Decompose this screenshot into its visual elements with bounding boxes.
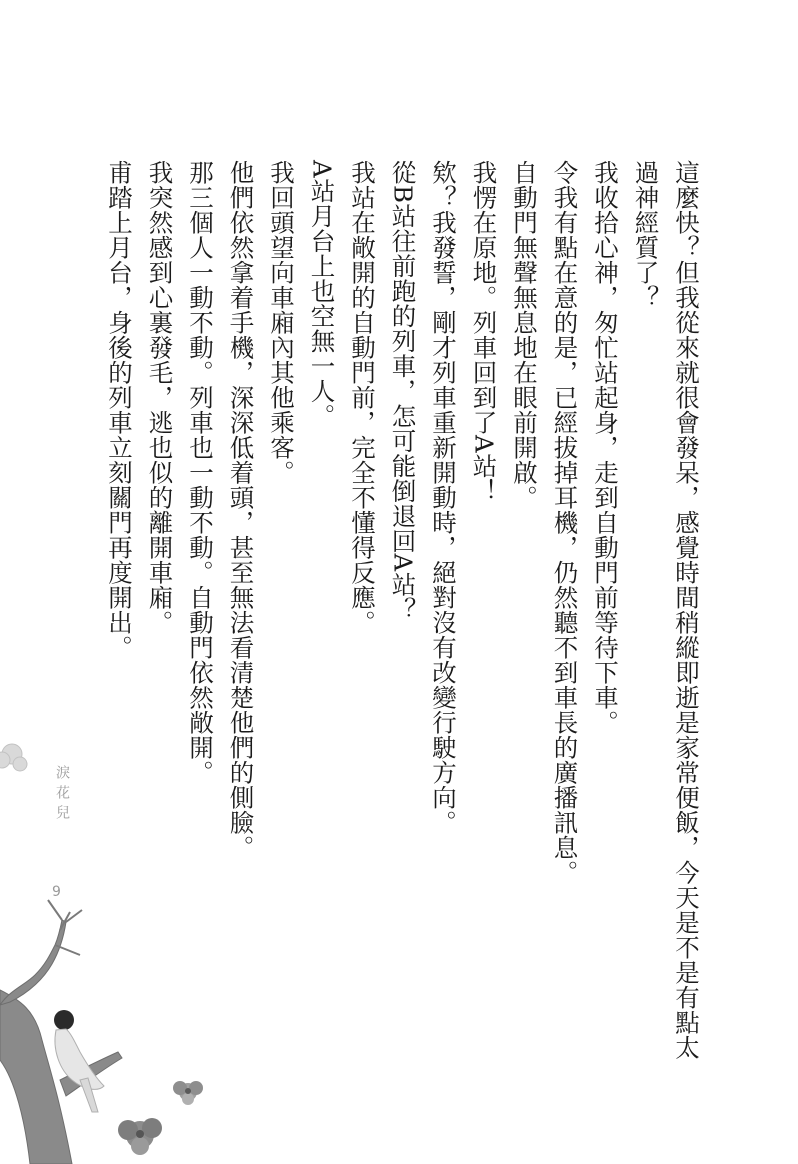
paragraph: 甫踏上月台，身後的列車立刻關門再度開出。 [105, 160, 134, 660]
paragraph: 我收拾心神，匆忙站起身，走到自動門前等待下車。 [591, 160, 620, 735]
paragraph: 我回頭望向車廂內其他乘客。 [267, 160, 296, 485]
girl-figure-icon [54, 1010, 104, 1112]
paragraph: 我站在敞開的自動門前，完全不懂得反應。 [348, 160, 377, 635]
paragraph: 我突然感到心裏發毛，逃也似的離開車廂。 [145, 160, 175, 635]
paragraph: 欸？我發誓，剛才列車重新開動時，絕對沒有改變行駛方向。 [429, 160, 458, 835]
paragraph: 那三個人一動不動。列車也一動不動。自動門依然敞開。 [186, 160, 215, 785]
flower-icon [0, 744, 27, 771]
running-title: 淚花兒 [54, 765, 70, 825]
tree-branch-icon [0, 920, 66, 1005]
paragraph: 令我有點在意的是，已經拔掉耳機，仍然聽不到車長的廣播訊息。 [550, 160, 580, 885]
flower-icon [118, 1118, 162, 1155]
paragraph: 自動門無聲無息地在眼前開啟。 [510, 160, 539, 510]
paragraph: 他們依然拿着手機，深深低着頭，甚至無法看清楚他們的側臉。 [226, 160, 256, 860]
paragraph: 這麼快？但我從來就很會發呆，感覺時間稍縱即逝是家常便飯，今天是不是有點太過神經質了？ [631, 160, 701, 1060]
girl-in-tree-illustration-icon [0, 740, 240, 1164]
paragraph: A站月台上也空無一人。 [307, 160, 337, 429]
paragraph: 從B站往前跑的列車，怎可能倒退回A站？ [388, 160, 418, 622]
page-number: 9 [52, 884, 61, 900]
paragraph: 我愣在原地。列車回到了A站！ [469, 160, 499, 504]
flower-icon [173, 1081, 203, 1105]
